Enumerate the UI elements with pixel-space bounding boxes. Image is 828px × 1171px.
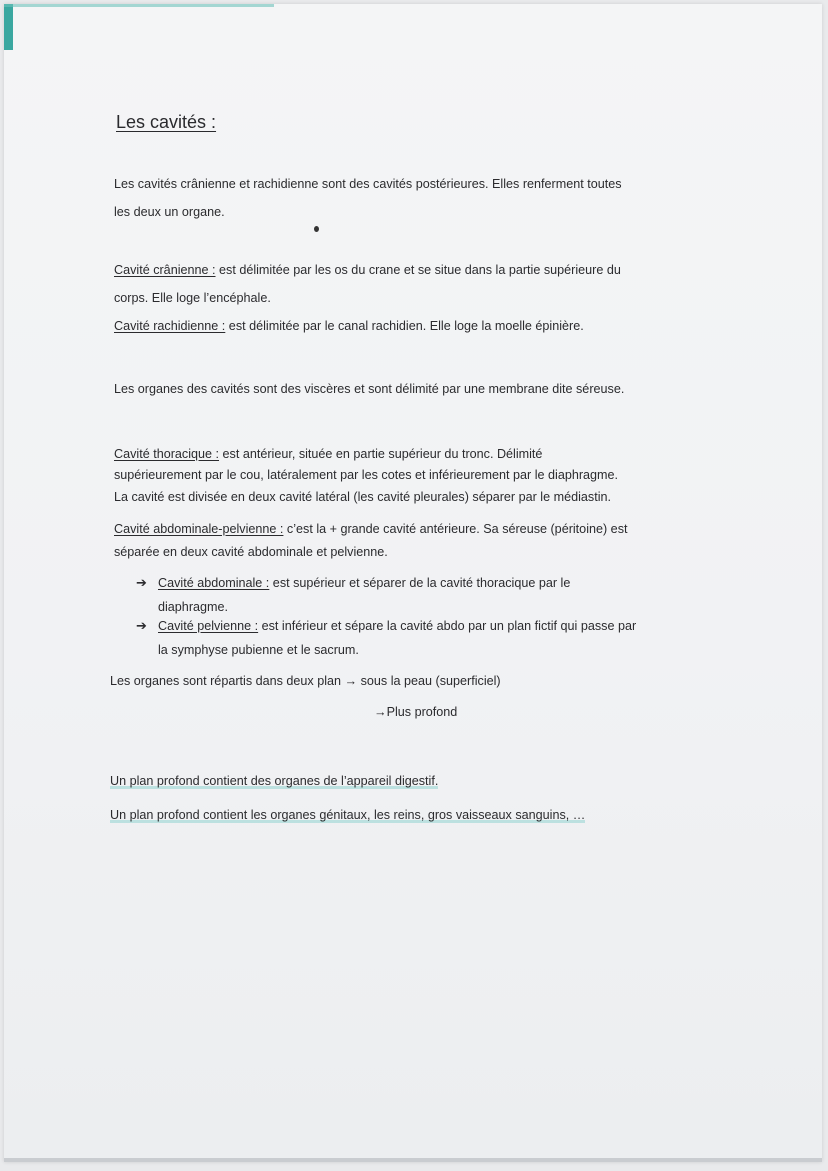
bullet-arrow-icon: ➔ [136,575,147,590]
pelvienne-line-2: la symphyse pubienne et le sacrum. [158,643,359,657]
cranienne-text-1: est délimitée par les os du crane et se situe dans la partie supérieure du [215,263,621,277]
plans-line-1: Les organes sont répartis dans deux plan → sous la peau (superficiel) [110,674,501,688]
rachidienne-text: est délimitée par le canal rachidien. Elle loge la moelle épinière. [225,319,584,333]
abdominale-line-1 [158,575,570,591]
intro-line-1: Les cavités crânienne et rachidienne sont des cavités postérieures. Elles renferment toutes [114,177,622,191]
abdominale-text-1: est supérieur et séparer de la cavité thoracique par le [269,576,571,590]
abdo-pelvienne-line-1 [114,521,628,537]
page-title: Les cavités : [116,112,217,132]
thoracique-line-1 [114,446,542,462]
cranienne-label: Cavité crânienne : [114,263,216,277]
top-edge-accent [4,4,274,7]
page-bottom-edge [4,1158,822,1162]
intro-line-2: les deux un organe. [114,205,225,219]
plan-digestif-line: Un plan profond contient des organes de l’appareil digestif. [110,774,439,788]
ink-dot [314,226,319,232]
abdo-pelvienne-text-1: c’est la + grande cavité antérieure. Sa séreuse (péritoine) est [283,522,628,536]
document-page [4,4,822,1162]
rachidienne-label: Cavité rachidienne : [114,319,226,333]
abdominale-line-2: diaphragme. [158,600,229,614]
bullet-arrow-icon: ➔ [136,618,147,633]
thoracique-text-1: est antérieur, située en partie supérieur du tronc. Délimité [219,447,543,461]
organes-line: Les organes des cavités sont des viscères et sont délimité par une membrane dite séreuse. [114,382,625,396]
plans-line-2: →Plus profond [374,705,458,719]
abdo-pelvienne-line-2: séparée en deux cavité abdominale et pelvienne. [114,545,388,559]
thoracique-label: Cavité thoracique : [114,447,220,461]
cranienne-line-2: corps. Elle loge l’encéphale. [114,291,271,305]
thoracique-line-2: supérieurement par le cou, latéralement par les cotes et inférieurement par le diaphragme. [114,468,619,482]
rachidienne-line [114,318,584,334]
cranienne-line-1 [114,262,621,278]
pelvienne-text-1: est inférieur et sépare la cavité abdo par un plan fictif qui passe par [258,619,637,633]
pelvienne-line-1 [158,618,636,634]
binder-edge [4,4,13,50]
pelvienne-label: Cavité pelvienne : [158,619,259,633]
abdo-pelvienne-label: Cavité abdominale-pelvienne : [114,522,284,536]
thoracique-line-3: La cavité est divisée en deux cavité latéral (les cavité pleurales) séparer par le médiastin. [114,490,612,504]
plan-genitaux-line: Un plan profond contient les organes génitaux, les reins, gros vaisseaux sanguins, … [110,808,586,822]
abdominale-label: Cavité abdominale : [158,576,270,590]
